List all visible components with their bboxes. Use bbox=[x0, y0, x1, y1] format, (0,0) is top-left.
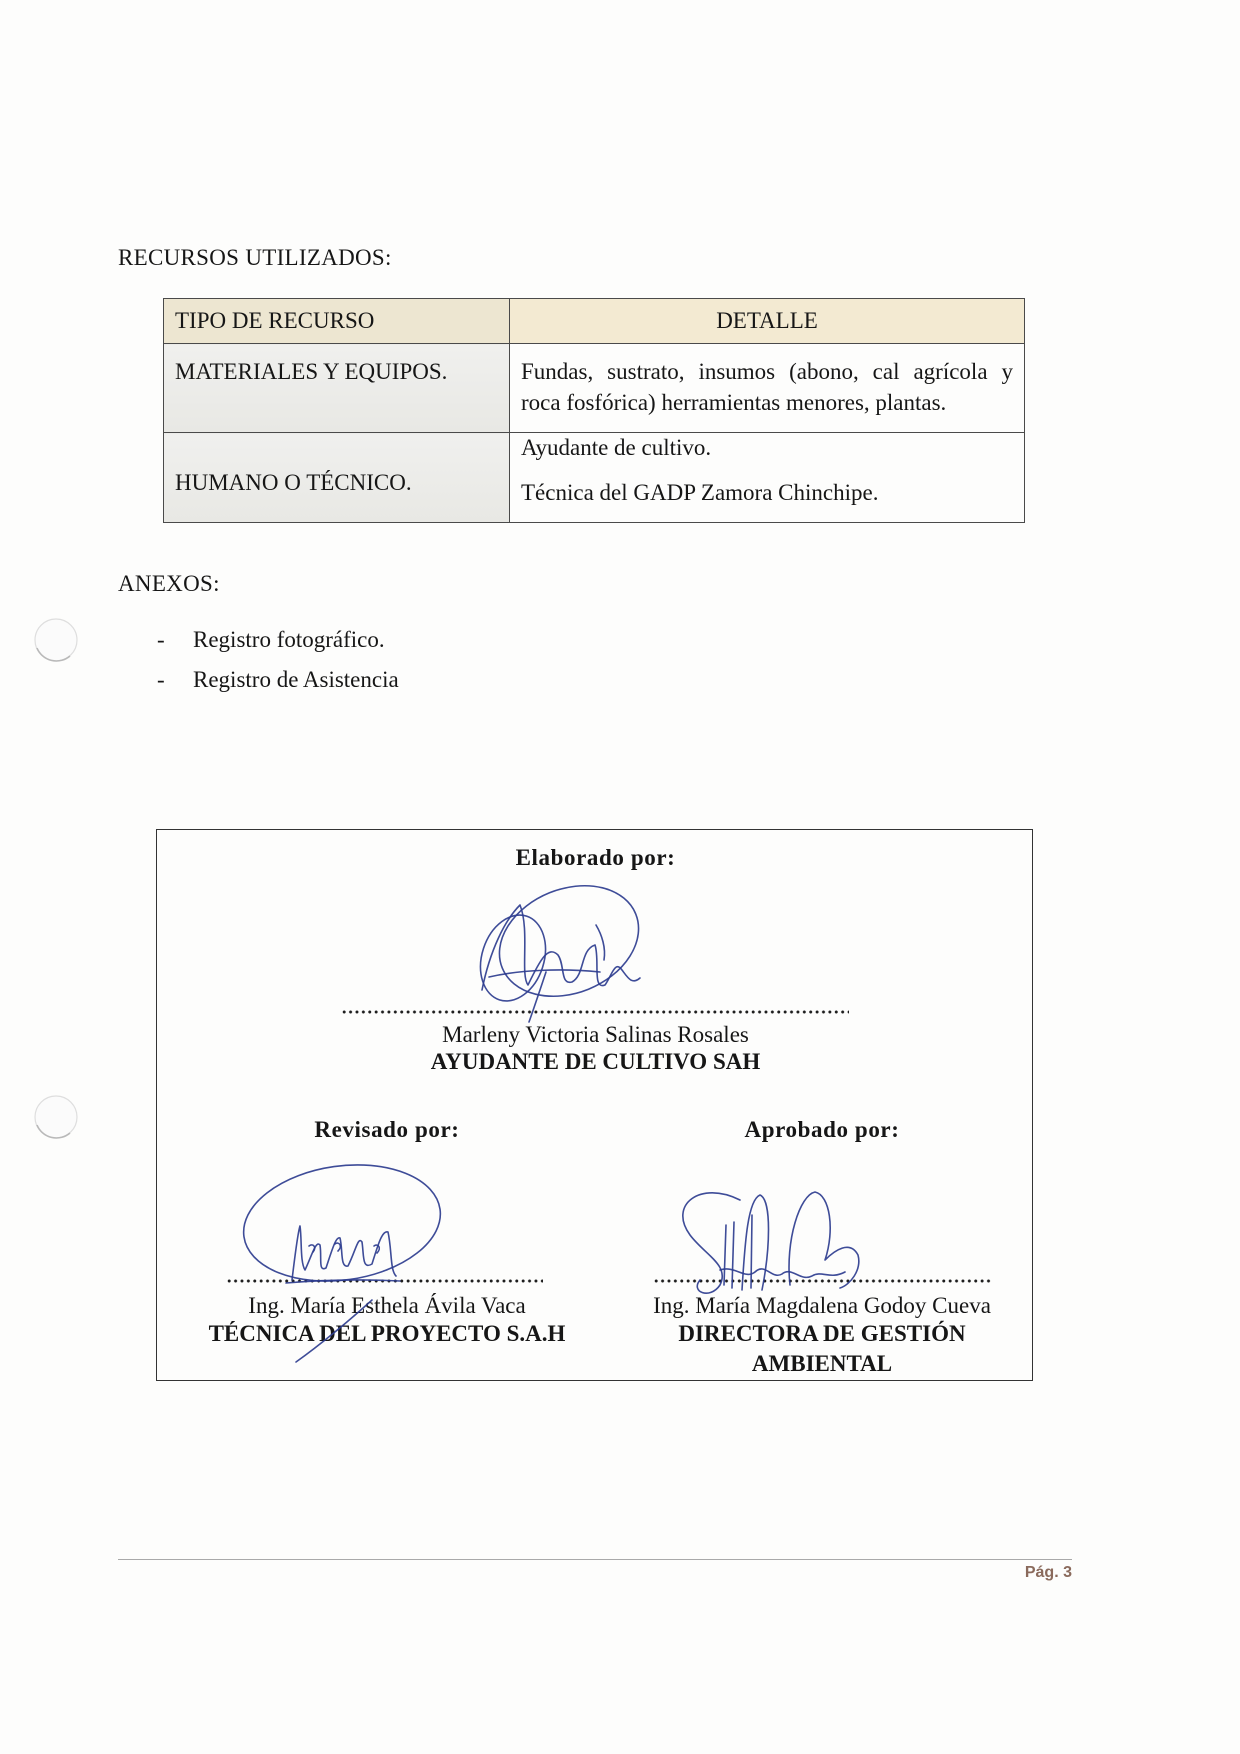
page-number: Pág. 3 bbox=[1024, 1564, 1072, 1581]
list-marker: - bbox=[157, 627, 165, 652]
column-header-detail: DETALLE bbox=[510, 299, 1025, 344]
resource-type-cell: MATERIALES Y EQUIPOS. bbox=[164, 344, 510, 433]
signature-line bbox=[226, 1278, 543, 1284]
role-line: AMBIENTAL bbox=[751, 1351, 893, 1376]
signature-line bbox=[653, 1278, 991, 1284]
resources-title: RECURSOS UTILIZADOS: bbox=[118, 245, 392, 270]
prepared-by-label: Elaborado por: bbox=[515, 845, 676, 870]
hole-punch-mark bbox=[35, 619, 77, 661]
reviewed-by-name: Ing. María Esthela Ávila Vaca bbox=[248, 1293, 526, 1318]
resources-table bbox=[163, 298, 1025, 523]
resource-type-cell: HUMANO O TÉCNICO. bbox=[164, 433, 510, 523]
role-line: DIRECTORA DE GESTIÓN bbox=[678, 1321, 966, 1346]
reviewed-by-role bbox=[167, 1319, 607, 1349]
approved-by-role bbox=[612, 1319, 1032, 1379]
role-line: TÉCNICA DEL PROYECTO S.A.H bbox=[208, 1321, 566, 1346]
list-marker: - bbox=[157, 667, 165, 692]
annex-item-text: Registro de Asistencia bbox=[193, 667, 399, 692]
table-row bbox=[164, 433, 1025, 523]
hole-punch-mark bbox=[35, 1096, 77, 1138]
resource-detail-cell bbox=[510, 344, 1025, 433]
reviewed-by-label: Revisado por: bbox=[314, 1117, 460, 1142]
annex-item-text: Registro fotográfico. bbox=[193, 627, 385, 652]
table-header-row bbox=[164, 299, 1025, 344]
footer-rule bbox=[118, 1559, 1072, 1560]
prepared-by-name: Marleny Victoria Salinas Rosales bbox=[442, 1022, 749, 1047]
resource-detail-cell bbox=[510, 433, 1025, 523]
detail-item: Técnica del GADP Zamora Chinchipe. bbox=[521, 480, 879, 505]
signoff-box bbox=[156, 829, 1033, 1381]
approved-by-label: Aprobado por: bbox=[744, 1117, 900, 1142]
detail-line: roca fosfórica) herramientas menores, plantas. bbox=[521, 390, 947, 415]
detail-line: Fundas, sustrato, insumos (abono, cal agrícola y bbox=[521, 359, 1013, 384]
detail-item: Ayudante de cultivo. bbox=[521, 435, 712, 460]
approved-by-name: Ing. María Magdalena Godoy Cueva bbox=[653, 1293, 991, 1318]
prepared-by-role: AYUDANTE DE CULTIVO SAH bbox=[430, 1049, 761, 1074]
signature-line bbox=[341, 1009, 849, 1015]
table-row bbox=[164, 344, 1025, 433]
column-header-resource-type: TIPO DE RECURSO bbox=[164, 299, 510, 344]
annexes-title: ANEXOS: bbox=[118, 571, 220, 596]
